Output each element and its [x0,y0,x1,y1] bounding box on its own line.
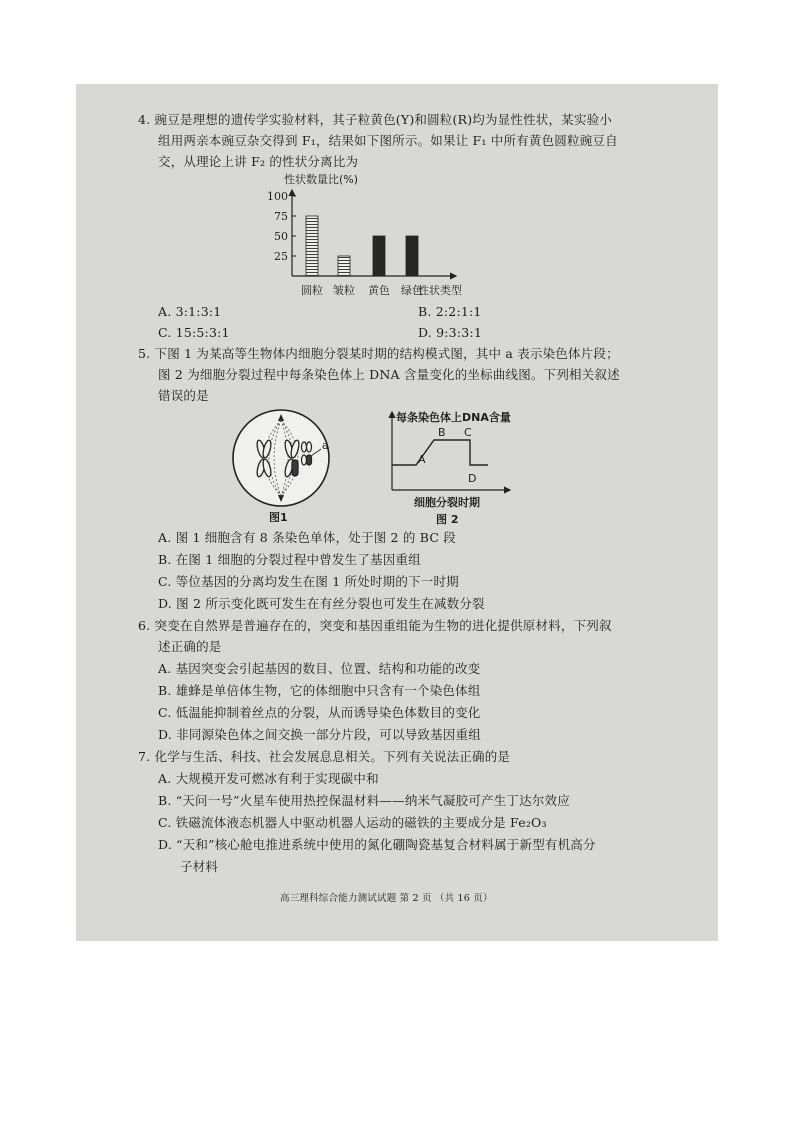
q5-option-a: A. 图 1 细胞含有 8 条染色单体，处于图 2 的 BC 段 [158,530,457,545]
q4-option-d: D. 9:3:3:1 [418,325,482,340]
fig2-point-c: C [464,426,472,439]
q6-option-d: D. 非同源染色体之间交换一部分片段，可以导致基因重组 [158,727,481,742]
cell-membrane [233,410,329,506]
q7-stem-line1: 7. 化学与生活、科技、社会发展息息相关。下列有关说法正确的是 [138,749,511,764]
q4-option-c: C. 15:5:3:1 [158,325,230,340]
q5-stem-line1: 5. 下图 1 为某高等生物体内细胞分裂某时期的结构模式图，其中 a 表示染色体片段； [138,346,619,361]
page-footer: 高三理科综合能力测试试题 第 2 页 （共 16 页） [280,893,493,904]
q7-option-c: C. 铁磁流体液态机器人中驱动机器人运动的磁铁的主要成分是 Fe₂O₃ [158,815,547,830]
q4-stem-line3: 交，从理论上讲 F₂ 的性状分离比为 [158,154,359,169]
q5-option-d: D. 图 2 所示变化既可发生在有丝分裂也可发生在减数分裂 [158,596,485,611]
label-a: a [322,439,329,452]
q6-option-b: B. 雄蜂是单倍体生物，它的体细胞中只含有一个染色体组 [158,683,481,698]
q6-option-c: C. 低温能抑制着丝点的分裂，从而诱导染色体数目的变化 [158,705,481,720]
q7-option-d-line1: D. “天和”核心舱电推进系统中使用的氮化硼陶瓷基复合材料属于新型有机高分 [158,837,596,852]
q4-stem-line1: 4. 豌豆是理想的遗传学实验材料，其子粒黄色(Y)和圆粒(R)均为显性性状，某实验小 [138,112,612,127]
q4-option-a: A. 3:1:3:1 [158,304,222,319]
q4-bar-chart [256,172,476,298]
q4-ytick-label: 50 [274,230,288,243]
q4-chart-xlabel: 性状类型 [418,284,462,297]
q4-xtick-label: 圆粒 [301,284,323,297]
q4-ytick-label: 100 [267,190,288,203]
q6-stem-line1: 6. 突变在自然界是普遍存在的，突变和基因重组能为生物的进化提供原材料，下列叙 [138,618,612,633]
q4-stem-line2: 组用两亲本豌豆杂交得到 F₁，结果如下图所示。如果让 F₁ 中所有黄色圆粒豌豆自 [158,133,618,148]
q4-bar-4 [406,236,418,276]
q4-bar-3 [373,236,385,276]
fig2-ylabel: 每条染色体上DNA含量 [396,411,511,424]
q5-figure1-cell [231,404,341,522]
q4-xtick-label: 黄色 [368,284,390,297]
q6-option-a: A. 基因突变会引起基因的数目、位置、结构和功能的改变 [158,661,481,676]
exam-page [76,84,718,941]
q5-stem-line2: 图 2 为细胞分裂过程中每条染色体上 DNA 含量变化的坐标曲线图。下列相关叙述 [158,367,620,382]
q5-figure2-curve [376,406,526,526]
q4-ytick-label: 25 [274,250,288,263]
q7-option-a: A. 大规模开发可燃冰有利于实现碳中和 [158,771,379,786]
fig2-point-a: A [418,453,426,466]
q6-stem-line2: 述正确的是 [158,639,222,654]
q4-bar-2 [338,256,350,276]
q7-option-d-line2: 子材料 [180,859,219,874]
q4-option-b: B. 2:2:1:1 [418,304,482,319]
fig2-point-b: B [438,426,446,439]
q5-figure1-caption: 图1 [269,511,288,522]
q4-ytick-label: 75 [274,210,288,223]
q5-option-c: C. 等位基因的分离均发生在图 1 所处时期的下一时期 [158,574,459,589]
q5-figure2-caption: 图 2 [436,513,459,526]
fig2-xlabel: 细胞分裂时期 [414,496,480,509]
q7-option-b: B. “天问一号”火星车使用热控保温材料——纳米气凝胶可产生丁达尔效应 [158,793,570,808]
fig2-point-d: D [468,472,477,485]
q4-xtick-label: 绿色 [401,284,423,297]
q4-chart-ylabel: 性状数量比(%) [284,173,359,186]
fig2-curve [392,440,488,465]
q5-option-b: B. 在图 1 细胞的分裂过程中曾发生了基因重组 [158,552,421,567]
q5-stem-line3: 错误的是 [158,388,209,403]
q4-xtick-label: 皱粒 [333,284,355,297]
q4-bar-1 [306,216,318,276]
